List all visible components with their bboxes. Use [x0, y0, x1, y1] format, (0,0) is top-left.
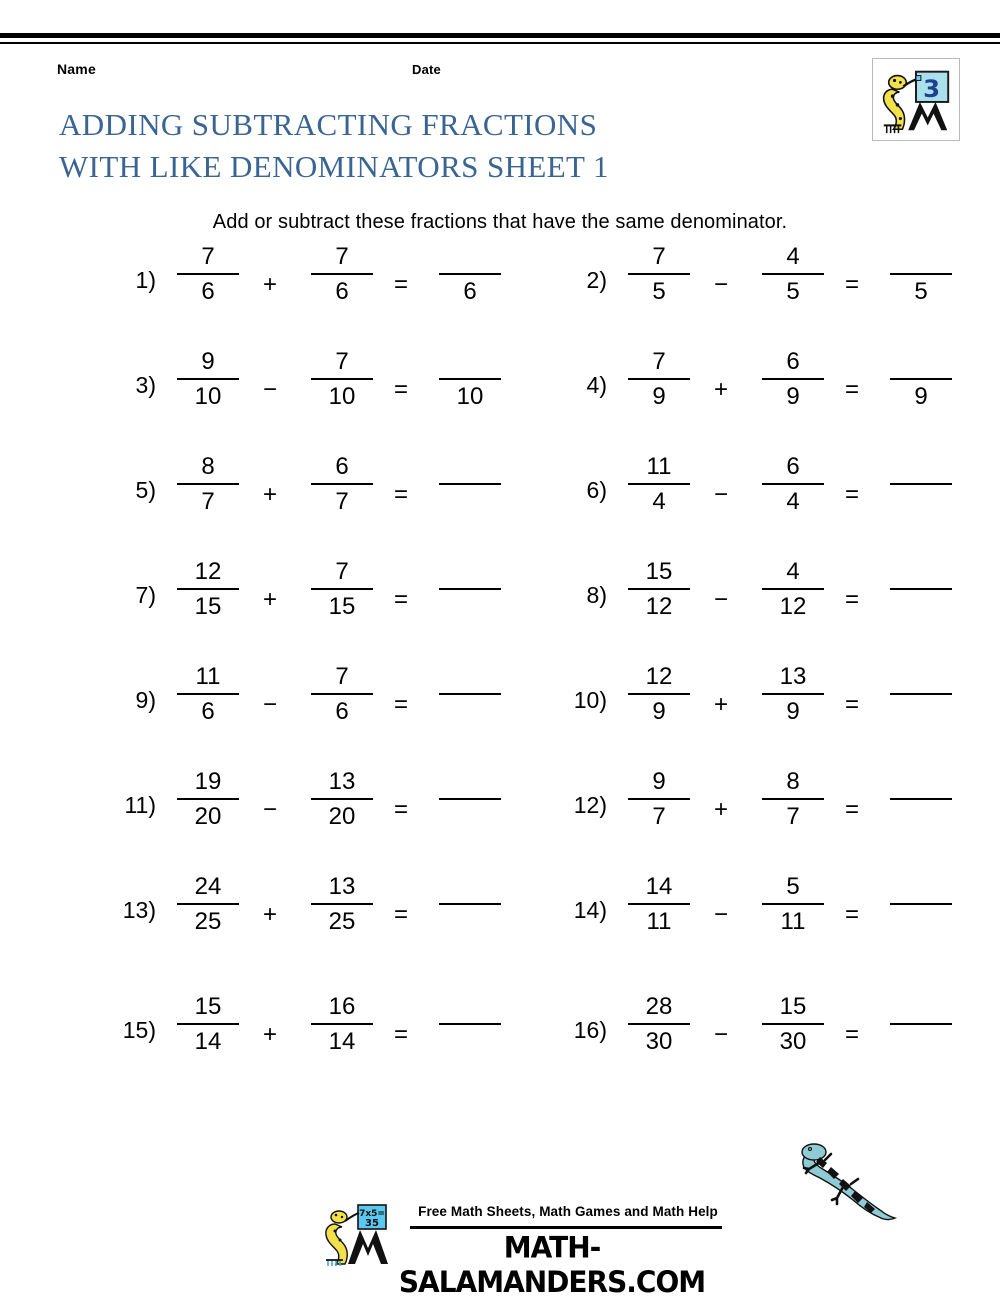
problem-7	[100, 558, 549, 663]
problem-grid	[0, 243, 1000, 1098]
problem-8	[551, 558, 1000, 663]
answer-denominator	[875, 1028, 967, 1056]
fraction-bar	[439, 273, 501, 275]
equals-sign: =	[393, 1021, 408, 1048]
problem-row	[0, 663, 1000, 768]
fraction-bar	[439, 693, 501, 695]
first-fraction	[617, 663, 701, 726]
answer-numerator-blank[interactable]	[875, 873, 967, 901]
denominator: 20	[194, 803, 222, 830]
numerator: 16	[328, 993, 356, 1020]
equals-sign: =	[393, 691, 408, 718]
problem-9	[100, 663, 549, 768]
first-fraction	[617, 873, 701, 936]
fraction-bar	[311, 1023, 373, 1025]
answer-numerator-blank[interactable]	[424, 873, 516, 901]
problem-number: 12)	[573, 792, 607, 818]
operator: −	[262, 796, 277, 823]
denominator: 30	[779, 1028, 807, 1055]
operator: −	[262, 376, 277, 403]
answer-denominator: 10	[456, 383, 484, 410]
second-fraction	[751, 663, 835, 726]
numerator: 7	[335, 243, 349, 270]
equals-sign: =	[844, 586, 859, 613]
problem-row	[0, 993, 1000, 1098]
fraction-bar	[762, 273, 824, 275]
operator: +	[713, 691, 728, 718]
second-fraction	[751, 243, 835, 306]
problem-number: 1)	[135, 267, 156, 293]
fraction-bar	[628, 903, 690, 905]
denominator: 20	[328, 803, 356, 830]
operator: +	[713, 376, 728, 403]
operator: −	[713, 481, 728, 508]
fraction-bar	[439, 798, 501, 800]
fraction-bar	[177, 588, 239, 590]
fraction-bar	[628, 588, 690, 590]
numerator: 7	[335, 663, 349, 690]
numerator: 7	[652, 348, 666, 375]
denominator: 10	[194, 383, 222, 410]
answer-denominator	[875, 698, 967, 726]
numerator: 8	[786, 768, 800, 795]
denominator: 7	[335, 488, 349, 515]
problem-number: 2)	[586, 267, 607, 293]
answer-numerator-blank[interactable]	[424, 558, 516, 586]
equals-sign: =	[393, 901, 408, 928]
answer-denominator	[424, 1028, 516, 1056]
salamander-chalkboard-icon	[873, 59, 959, 140]
equals-sign: =	[393, 586, 408, 613]
problem-row	[0, 558, 1000, 663]
fraction-bar	[762, 378, 824, 380]
fraction-bar	[439, 903, 501, 905]
blue-salamander-icon	[785, 1138, 925, 1222]
numerator: 11	[646, 453, 672, 480]
first-fraction	[166, 453, 250, 516]
problem-number: 3)	[135, 372, 156, 398]
fraction-bar	[439, 588, 501, 590]
first-fraction	[166, 663, 250, 726]
fraction-bar	[628, 483, 690, 485]
fraction-bar	[177, 1023, 239, 1025]
fraction-bar	[177, 273, 239, 275]
second-fraction	[300, 243, 384, 306]
operator: +	[262, 481, 277, 508]
fraction-bar	[890, 378, 952, 380]
denominator: 5	[786, 278, 800, 305]
answer-denominator: 6	[463, 278, 477, 305]
answer-blank[interactable]	[875, 873, 967, 936]
page-top-rule-thick	[0, 33, 1000, 38]
worksheet-title-line-2: WITH LIKE DENOMINATORS SHEET 1	[59, 149, 609, 184]
fraction-bar	[628, 693, 690, 695]
answer-numerator-blank[interactable]	[424, 993, 516, 1021]
answer-denominator	[424, 593, 516, 621]
equals-sign: =	[844, 481, 859, 508]
problem-number: 6)	[586, 477, 607, 503]
first-fraction	[617, 348, 701, 411]
equals-sign: =	[393, 796, 408, 823]
fraction-bar	[762, 693, 824, 695]
answer-numerator-blank[interactable]	[875, 243, 967, 271]
answer-blank[interactable]	[875, 768, 967, 831]
numerator: 28	[645, 993, 673, 1020]
fraction-bar	[762, 798, 824, 800]
answer-numerator-blank[interactable]	[875, 768, 967, 796]
problem-row	[0, 453, 1000, 558]
answer-denominator	[424, 803, 516, 831]
denominator: 15	[194, 593, 222, 620]
answer-numerator-blank[interactable]	[875, 558, 967, 586]
operator: −	[713, 1021, 728, 1048]
problem-5	[100, 453, 549, 558]
denominator: 6	[335, 698, 349, 725]
second-fraction	[300, 558, 384, 621]
denominator: 25	[194, 908, 222, 935]
answer-denominator	[875, 488, 967, 516]
second-fraction	[751, 873, 835, 936]
answer-denominator	[424, 488, 516, 516]
equals-sign: =	[844, 271, 859, 298]
problem-11	[100, 768, 549, 873]
operator: +	[262, 1021, 277, 1048]
fraction-bar	[890, 798, 952, 800]
numerator: 7	[335, 348, 349, 375]
problem-row	[0, 873, 1000, 993]
worksheet-title	[59, 104, 819, 188]
equals-sign: =	[393, 271, 408, 298]
svg-text:7x5=: 7x5=	[359, 1209, 385, 1219]
answer-numerator-blank[interactable]	[424, 663, 516, 691]
site-footer	[322, 1198, 722, 1299]
fraction-bar	[311, 693, 373, 695]
operator: −	[713, 901, 728, 928]
numerator: 4	[786, 243, 800, 270]
problem-number: 7)	[135, 582, 156, 608]
numerator: 7	[335, 558, 349, 585]
denominator: 14	[328, 1028, 356, 1055]
equals-sign: =	[844, 796, 859, 823]
numerator: 13	[779, 663, 807, 690]
answer-numerator-blank[interactable]	[875, 453, 967, 481]
footer-domain[interactable]: MATH-SALAMANDERS.COM	[398, 1230, 706, 1299]
denominator: 7	[786, 803, 800, 830]
answer-denominator: 9	[914, 383, 928, 410]
answer-blank[interactable]	[875, 663, 967, 726]
problem-row	[0, 768, 1000, 873]
problem-14	[551, 873, 1000, 993]
first-fraction	[617, 243, 701, 306]
problem-number: 11)	[124, 792, 156, 818]
answer-blank[interactable]	[875, 348, 967, 411]
answer-blank[interactable]	[875, 243, 967, 306]
second-fraction	[300, 993, 384, 1056]
denominator: 30	[645, 1028, 673, 1055]
problem-15	[100, 993, 549, 1098]
fraction-bar	[628, 798, 690, 800]
fraction-bar	[177, 903, 239, 905]
fraction-bar	[177, 483, 239, 485]
second-fraction	[300, 768, 384, 831]
problem-number: 4)	[586, 372, 607, 398]
answer-blank[interactable]	[875, 558, 967, 621]
first-fraction	[166, 873, 250, 936]
problem-number: 10)	[573, 687, 607, 713]
answer-numerator-blank[interactable]	[424, 768, 516, 796]
numerator: 15	[779, 993, 807, 1020]
instruction-text: Add or subtract these fractions that have the same denominator.	[212, 211, 788, 233]
problem-number: 14)	[573, 897, 607, 923]
denominator: 9	[652, 698, 666, 725]
numerator: 14	[645, 873, 673, 900]
numerator: 13	[328, 768, 356, 795]
first-fraction	[166, 348, 250, 411]
fraction-bar	[762, 588, 824, 590]
second-fraction	[751, 768, 835, 831]
second-fraction	[751, 453, 835, 516]
first-fraction	[166, 558, 250, 621]
operator: −	[713, 586, 728, 613]
footer-tagline: Free Math Sheets, Math Games and Math Help	[418, 1204, 718, 1219]
fraction-bar	[890, 1023, 952, 1025]
numerator: 9	[652, 768, 666, 795]
second-fraction	[751, 993, 835, 1056]
problem-number: 9)	[135, 687, 156, 713]
fraction-bar	[762, 903, 824, 905]
answer-numerator-blank[interactable]	[875, 348, 967, 376]
fraction-bar	[762, 483, 824, 485]
equals-sign: =	[844, 691, 859, 718]
numerator: 12	[194, 558, 222, 585]
answer-numerator-blank[interactable]	[875, 993, 967, 1021]
answer-denominator: 5	[914, 278, 928, 305]
answer-blank[interactable]	[424, 873, 516, 936]
grade-level-logo	[872, 58, 960, 141]
numerator: 24	[194, 873, 222, 900]
problem-13	[100, 873, 549, 993]
fraction-bar	[177, 378, 239, 380]
problem-number: 16)	[573, 1017, 607, 1043]
fraction-bar	[311, 903, 373, 905]
equals-sign: =	[844, 901, 859, 928]
answer-denominator	[424, 698, 516, 726]
date-field-label: Date	[412, 62, 441, 77]
first-fraction	[617, 558, 701, 621]
fraction-bar	[177, 693, 239, 695]
denominator: 4	[652, 488, 666, 515]
operator: +	[262, 271, 277, 298]
equals-sign: =	[393, 376, 408, 403]
footer-divider	[410, 1226, 722, 1229]
denominator: 11	[780, 908, 806, 935]
answer-denominator	[875, 908, 967, 936]
denominator: 10	[328, 383, 356, 410]
fraction-bar	[890, 588, 952, 590]
denominator: 9	[786, 383, 800, 410]
problem-12	[551, 768, 1000, 873]
second-fraction	[300, 348, 384, 411]
fraction-bar	[628, 378, 690, 380]
numerator: 13	[328, 873, 356, 900]
operator: +	[262, 901, 277, 928]
first-fraction	[617, 993, 701, 1056]
fraction-bar	[890, 483, 952, 485]
fraction-bar	[311, 483, 373, 485]
answer-blank[interactable]	[424, 768, 516, 831]
operator: −	[713, 271, 728, 298]
answer-denominator	[875, 593, 967, 621]
problem-row	[0, 243, 1000, 348]
fraction-bar	[311, 273, 373, 275]
numerator: 5	[786, 873, 800, 900]
answer-blank[interactable]	[424, 453, 516, 516]
first-fraction	[617, 768, 701, 831]
problem-number: 13)	[122, 897, 156, 923]
fraction-bar	[311, 588, 373, 590]
denominator: 12	[779, 593, 807, 620]
operator: +	[262, 586, 277, 613]
first-fraction	[166, 768, 250, 831]
numerator: 15	[645, 558, 673, 585]
equals-sign: =	[844, 376, 859, 403]
problem-16	[551, 993, 1000, 1098]
second-fraction	[300, 663, 384, 726]
answer-numerator-blank[interactable]	[424, 453, 516, 481]
fraction-bar	[439, 378, 501, 380]
second-fraction	[751, 348, 835, 411]
problem-1	[100, 243, 549, 348]
problem-number: 8)	[586, 582, 607, 608]
second-fraction	[300, 453, 384, 516]
svg-text:35: 35	[365, 1218, 379, 1229]
fraction-bar	[762, 1023, 824, 1025]
problem-number: 5)	[135, 477, 156, 503]
problem-4	[551, 348, 1000, 453]
answer-blank[interactable]	[424, 993, 516, 1056]
problem-10	[551, 663, 1000, 768]
denominator: 25	[328, 908, 356, 935]
page-top-rule-thin	[0, 42, 1000, 44]
answer-blank[interactable]	[875, 993, 967, 1056]
numerator: 6	[786, 453, 800, 480]
problem-number: 15)	[122, 1017, 156, 1043]
svg-text:3: 3	[923, 74, 941, 104]
denominator: 11	[646, 908, 672, 935]
worksheet-title-line-1: ADDING SUBTRACTING FRACTIONS	[59, 107, 598, 142]
fraction-bar	[311, 798, 373, 800]
decorative-salamander	[785, 1138, 925, 1222]
numerator: 11	[195, 663, 221, 690]
denominator: 6	[335, 278, 349, 305]
numerator: 6	[335, 453, 349, 480]
fraction-bar	[628, 273, 690, 275]
denominator: 14	[194, 1028, 222, 1055]
answer-denominator	[424, 908, 516, 936]
first-fraction	[166, 243, 250, 306]
answer-numerator-blank[interactable]	[875, 663, 967, 691]
numerator: 7	[201, 243, 215, 270]
numerator: 6	[786, 348, 800, 375]
second-fraction	[751, 558, 835, 621]
operator: +	[713, 796, 728, 823]
answer-numerator-blank[interactable]	[424, 348, 516, 376]
denominator: 6	[201, 698, 215, 725]
answer-denominator	[875, 803, 967, 831]
denominator: 9	[786, 698, 800, 725]
problem-6	[551, 453, 1000, 558]
fraction-bar	[890, 273, 952, 275]
first-fraction	[617, 453, 701, 516]
numerator: 15	[194, 993, 222, 1020]
denominator: 6	[201, 278, 215, 305]
answer-blank[interactable]	[424, 243, 516, 306]
second-fraction	[300, 873, 384, 936]
denominator: 12	[645, 593, 673, 620]
denominator: 7	[201, 488, 215, 515]
fraction-bar	[890, 903, 952, 905]
name-field-label: Name	[57, 61, 96, 77]
denominator: 5	[652, 278, 666, 305]
numerator: 4	[786, 558, 800, 585]
fraction-bar	[439, 483, 501, 485]
answer-blank[interactable]	[424, 663, 516, 726]
denominator: 7	[652, 803, 666, 830]
fraction-bar	[439, 1023, 501, 1025]
numerator: 12	[645, 663, 673, 690]
answer-blank[interactable]	[875, 453, 967, 516]
equals-sign: =	[844, 1021, 859, 1048]
operator: −	[262, 691, 277, 718]
problem-3	[100, 348, 549, 453]
numerator: 8	[201, 453, 215, 480]
equals-sign: =	[393, 481, 408, 508]
fraction-bar	[890, 693, 952, 695]
answer-blank[interactable]	[424, 348, 516, 411]
answer-numerator-blank[interactable]	[424, 243, 516, 271]
denominator: 4	[786, 488, 800, 515]
answer-blank[interactable]	[424, 558, 516, 621]
numerator: 19	[194, 768, 222, 795]
denominator: 15	[328, 593, 356, 620]
numerator: 9	[201, 348, 215, 375]
fraction-bar	[311, 378, 373, 380]
fraction-bar	[628, 1023, 690, 1025]
problem-2	[551, 243, 1000, 348]
first-fraction	[166, 993, 250, 1056]
problem-row	[0, 348, 1000, 453]
denominator: 9	[652, 383, 666, 410]
numerator: 7	[652, 243, 666, 270]
fraction-bar	[177, 798, 239, 800]
